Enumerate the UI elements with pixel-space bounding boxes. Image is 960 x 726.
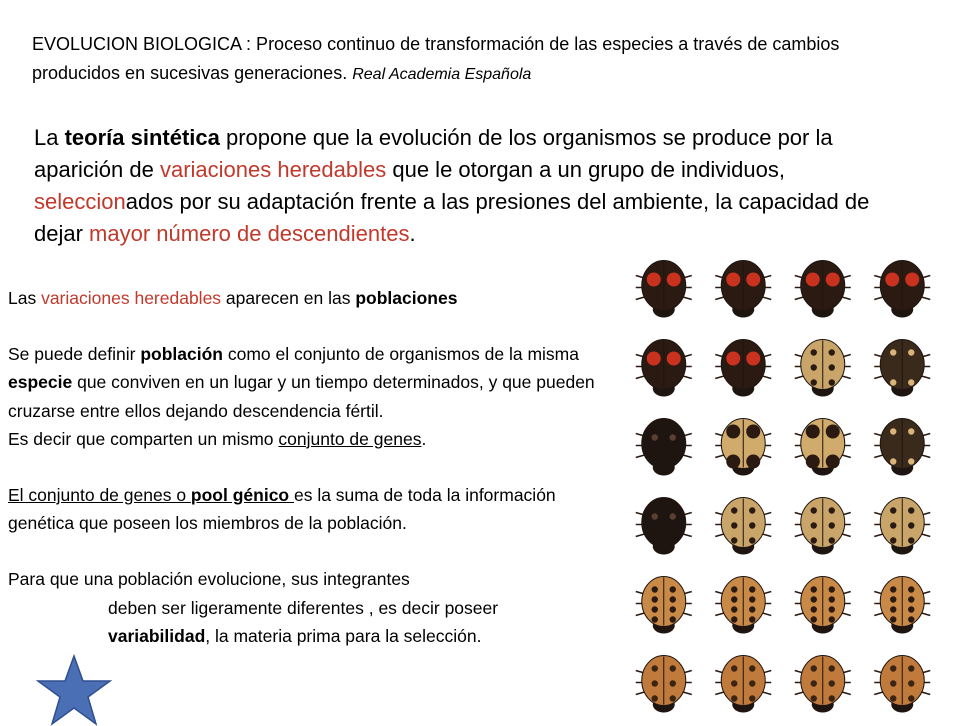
text: que conviven en un lugar y un tiempo determinados, y que pueden cruzarse entre ellos dejando descendencia fértil. xyxy=(8,372,595,421)
text: . xyxy=(421,428,427,449)
population-definition xyxy=(8,340,608,425)
ladybug xyxy=(795,498,851,555)
evolution-condition-line2 xyxy=(8,594,608,622)
text: Se puede definir xyxy=(8,344,141,365)
text: Para que una población evolucione, sus integrantes xyxy=(8,569,410,590)
text: Las xyxy=(8,288,42,308)
text: aparecen en las xyxy=(221,288,356,308)
text: deben ser ligeramente diferentes , es decir poseer xyxy=(108,597,499,618)
evolution-condition-line3 xyxy=(8,622,608,650)
ladybug xyxy=(636,498,692,555)
bold-term: variabilidad xyxy=(108,625,206,646)
theory-highlight: seleccion xyxy=(34,189,126,214)
theory-text: que le otorgan a un grupo de individuos, xyxy=(386,157,785,182)
gene-pool-definition xyxy=(8,481,608,537)
population-text xyxy=(8,284,608,650)
theory-term: teoría sintética xyxy=(64,125,220,150)
bold-term: poblaciones xyxy=(355,288,458,308)
variations-line xyxy=(8,284,608,312)
ladybug xyxy=(874,261,930,318)
evolution-definition xyxy=(32,30,912,89)
ladybug xyxy=(795,340,851,397)
text: Es decir que comparten un mismo xyxy=(8,428,279,449)
ladybug xyxy=(874,419,930,476)
theory-highlight: variaciones heredables xyxy=(159,157,387,182)
theory-text: La xyxy=(34,125,65,150)
ladybug xyxy=(874,656,930,713)
ladybug xyxy=(636,340,692,397)
theory-text: ados por su adaptación frente a las presiones del ambiente, la capacidad de dejar xyxy=(34,189,870,246)
ladybug xyxy=(715,419,771,476)
genes-line xyxy=(8,425,608,453)
text: , la materia prima para la selección. xyxy=(205,625,482,646)
text: como el conjunto de organismos de la misma xyxy=(222,344,579,365)
star-icon xyxy=(36,654,112,726)
theory-text: . xyxy=(409,221,416,246)
ladybug xyxy=(715,656,771,713)
ladybug xyxy=(795,261,851,318)
ladybug xyxy=(874,498,930,555)
ladybug xyxy=(636,419,692,476)
bold-term: especie xyxy=(8,372,73,393)
ladybug xyxy=(636,577,692,634)
ladybug xyxy=(795,656,851,713)
definition-text: EVOLUCION BIOLOGICA : Proceso continuo de transformación de las especies a través de cambios producidos en sucesivas generaciones. xyxy=(32,34,840,83)
underlined-term: El conjunto de genes o xyxy=(8,485,191,506)
bold-underlined-term: pool génico xyxy=(190,485,294,506)
highlight: variaciones heredables xyxy=(41,288,222,308)
ladybug xyxy=(715,577,771,634)
ladybug xyxy=(715,340,771,397)
ladybug xyxy=(636,261,692,318)
ladybug-variation-image xyxy=(624,246,942,720)
theory-text: propone que la evolución de los organismos se produce por la aparición de xyxy=(34,125,833,182)
synthetic-theory-paragraph xyxy=(34,122,914,250)
theory-highlight: mayor número de descendientes xyxy=(89,221,410,246)
ladybug xyxy=(795,577,851,634)
ladybug xyxy=(636,656,692,713)
ladybug xyxy=(715,498,771,555)
text: es la suma de toda la información genética que poseen los miembros de la población. xyxy=(8,485,556,534)
ladybug xyxy=(795,419,851,476)
evolution-condition xyxy=(8,565,608,593)
bold-term: población xyxy=(140,344,223,365)
definition-source: Real Academia Española xyxy=(352,66,532,83)
underlined-term: conjunto de genes xyxy=(278,428,422,449)
ladybug xyxy=(715,261,771,318)
ladybug xyxy=(874,340,930,397)
ladybug xyxy=(874,577,930,634)
